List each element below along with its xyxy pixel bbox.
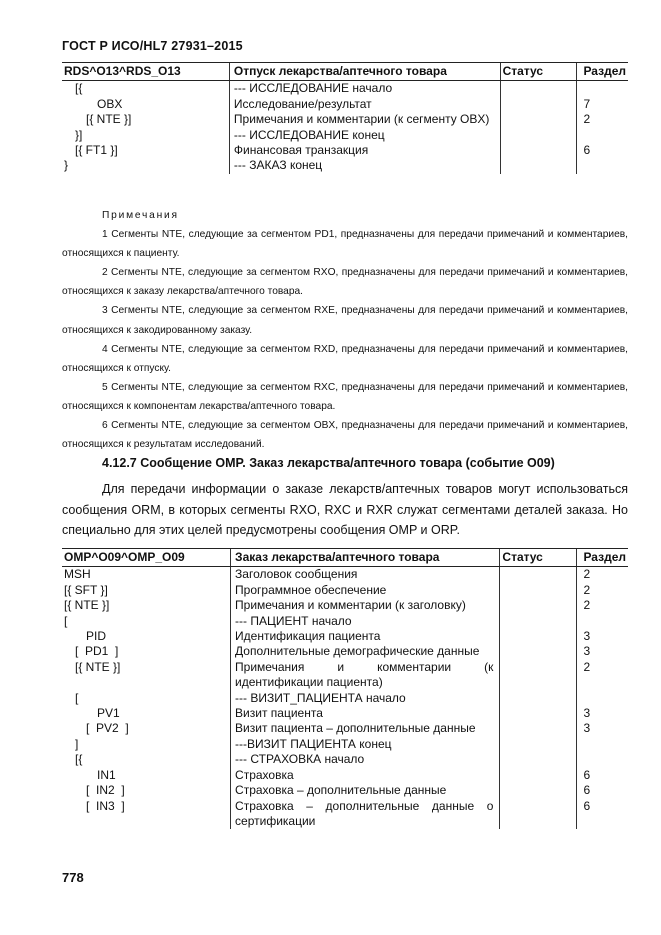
status-cell: [500, 644, 577, 659]
description-cell: Страховка – дополнительные данные о сертификации: [231, 799, 500, 830]
page-number: 778: [62, 870, 84, 885]
section-cell: 6: [577, 143, 628, 158]
section-cell: 3: [577, 721, 628, 736]
segment-cell: [ IN3 ]: [86, 798, 125, 813]
segment-cell: [ PV2 ]: [86, 721, 129, 736]
table-row: [62, 721, 628, 736]
status-cell: [500, 81, 577, 97]
note-item: 3 Сегменты NTE, следующие за сегментом RXE, предназначены для передачи примечаний и комментариев, относящихся к закодированному заказу.: [62, 305, 628, 336]
description-cell: Примечания и комментарии (к сегменту OBX): [229, 112, 500, 127]
col-header-status: Статус: [500, 549, 577, 567]
segment-cell: PV1: [97, 706, 120, 721]
section-cell: 6: [577, 799, 628, 830]
description-cell: Примечания и комментарии (к идентификации пациента): [231, 660, 500, 691]
table-row: [62, 799, 628, 830]
description-cell: Программное обеспечение: [231, 583, 500, 598]
status-cell: [500, 737, 577, 752]
section-cell: [577, 737, 628, 752]
section-cell: [577, 128, 628, 143]
status-cell: [500, 614, 577, 629]
description-cell: --- ПАЦИЕНТ начало: [231, 614, 500, 629]
col-header-message: RDS^O13^RDS_O13: [62, 63, 229, 81]
description-cell: Визит пациента: [231, 706, 500, 721]
status-cell: [500, 706, 577, 721]
section-cell: 2: [577, 567, 628, 583]
table-row: [62, 783, 628, 798]
status-cell: [500, 583, 577, 598]
status-cell: [500, 783, 577, 798]
table-row: [62, 583, 628, 598]
status-cell: [500, 768, 577, 783]
description-cell: --- ИССЛЕДОВАНИЕ конец: [229, 128, 500, 143]
note-item: 2 Сегменты NTE, следующие за сегментом RXO, предназначены для передачи примечаний и комментариев, относящихся к заказу лекарства/аптечного товара.: [62, 267, 628, 298]
note-item: 4 Сегменты NTE, следующие за сегментом RXD, предназначены для передачи примечаний и комментариев, относящихся к отпуску.: [62, 343, 628, 374]
table-row: [62, 143, 628, 158]
description-cell: --- ЗАКАЗ конец: [229, 158, 500, 173]
table-row: [62, 768, 628, 783]
section-heading: 4.12.7 Сообщение OMP. Заказ лекарства/аптечного товара (событие O09): [102, 456, 555, 470]
segment-cell: [ IN2 ]: [86, 783, 125, 798]
col-header-section: Раздел: [577, 63, 628, 81]
status-cell: [500, 128, 577, 143]
notes-block: [62, 206, 628, 454]
table-row: [62, 81, 628, 97]
description-cell: --- СТРАХОВКА начало: [231, 752, 500, 767]
table-row: [62, 112, 628, 127]
segment-cell: }]: [75, 127, 83, 142]
segment-cell: [: [75, 690, 79, 705]
note-item: 6 Сегменты NTE, следующие за сегментом OBX, предназначены для передачи примечаний и комментариев, относящихся к результатам исследований.: [62, 420, 628, 451]
description-cell: --- ИССЛЕДОВАНИЕ начало: [229, 81, 500, 97]
section-cell: [577, 81, 628, 97]
description-cell: Визит пациента – дополнительные данные: [231, 721, 500, 736]
section-cell: 7: [577, 97, 628, 112]
table-row: [62, 737, 628, 752]
col-header-message: OMP^O09^OMP_O09: [62, 549, 231, 567]
table-header-row: [62, 549, 628, 567]
status-cell: [500, 752, 577, 767]
table-row: [62, 598, 628, 613]
table-header-row: [62, 63, 628, 81]
description-cell: Финансовая транзакция: [229, 143, 500, 158]
table-row: [62, 660, 628, 691]
status-cell: [500, 158, 577, 173]
section-cell: 3: [577, 629, 628, 644]
status-cell: [500, 97, 577, 112]
table-row: [62, 128, 628, 143]
body-paragraph: Для передачи информации о заказе лекарств/аптечных товаров могут использоваться сообщения ORM, в которых сегменты RXO, RXC и RXR служат сегментами деталей заказа. Но специально для этих целей предусмотрены сообщения OMP и ORP.: [62, 482, 628, 537]
table-row: [62, 614, 628, 629]
section-cell: 2: [577, 112, 628, 127]
segment-cell: [{ NTE }]: [86, 112, 132, 127]
status-cell: [500, 567, 577, 583]
status-cell: [500, 721, 577, 736]
section-cell: [577, 691, 628, 706]
description-cell: --- ВИЗИТ_ПАЦИЕНТА начало: [231, 691, 500, 706]
segment-cell: [{ FT1 }]: [75, 143, 118, 158]
description-cell: ---ВИЗИТ ПАЦИЕНТА конец: [231, 737, 500, 752]
segment-cell: }: [64, 158, 69, 173]
segment-cell: IN1: [97, 767, 116, 782]
message-structure-table-omp: [62, 548, 628, 829]
message-structure-table-rds: [62, 62, 628, 174]
table-row: [62, 629, 628, 644]
description-cell: Страховка – дополнительные данные: [231, 783, 500, 798]
segment-cell: OBX: [97, 96, 123, 111]
segment-cell: [ PD1 ]: [75, 644, 119, 659]
segment-cell: ]: [75, 736, 79, 751]
status-cell: [500, 629, 577, 644]
section-cell: 3: [577, 706, 628, 721]
section-cell: 6: [577, 768, 628, 783]
col-header-description: Отпуск лекарства/аптечного товара: [229, 63, 500, 81]
segment-cell: MSH: [64, 567, 91, 582]
table-row: [62, 567, 628, 583]
segment-cell: [{ SFT }]: [64, 582, 108, 597]
notes-title: Примечания: [102, 210, 179, 221]
section-cell: [577, 158, 628, 173]
status-cell: [500, 660, 577, 691]
section-cell: 2: [577, 660, 628, 691]
table-row: [62, 752, 628, 767]
col-header-status: Статус: [500, 63, 577, 81]
section-cell: 2: [577, 583, 628, 598]
document-header: ГОСТ Р ИСО/HL7 27931–2015: [62, 39, 243, 53]
table-row: [62, 644, 628, 659]
table-row: [62, 158, 628, 173]
status-cell: [500, 691, 577, 706]
status-cell: [500, 112, 577, 127]
section-cell: 6: [577, 783, 628, 798]
section-cell: [577, 614, 628, 629]
segment-cell: [: [64, 613, 68, 628]
section-cell: 3: [577, 644, 628, 659]
section-cell: [577, 752, 628, 767]
status-cell: [500, 598, 577, 613]
segment-cell: [{ NTE }]: [64, 598, 110, 613]
segment-cell: [{: [75, 752, 83, 767]
description-cell: Страховка: [231, 768, 500, 783]
description-cell: Идентификация пациента: [231, 629, 500, 644]
note-item: 1 Сегменты NTE, следующие за сегментом PD1, предназначены для передачи примечаний и комментариев, относящихся к пациенту.: [62, 229, 628, 260]
note-item: 5 Сегменты NTE, следующие за сегментом RXC, предназначены для передачи примечаний и комментариев, относящихся к компонентам лекарства/аптечного товара.: [62, 381, 628, 412]
description-cell: Дополнительные демографические данные: [231, 644, 500, 659]
table-row: [62, 691, 628, 706]
description-cell: Заголовок сообщения: [231, 567, 500, 583]
table-row: [62, 706, 628, 721]
description-cell: Исследование/результат: [229, 97, 500, 112]
status-cell: [500, 143, 577, 158]
col-header-description: Заказ лекарства/аптечного товара: [231, 549, 500, 567]
segment-cell: [{ NTE }]: [75, 659, 121, 674]
description-cell: Примечания и комментарии (к заголовку): [231, 598, 500, 613]
status-cell: [500, 799, 577, 830]
segment-cell: PID: [86, 629, 107, 644]
segment-cell: [{: [75, 81, 83, 96]
col-header-section: Раздел: [577, 549, 628, 567]
section-cell: 2: [577, 598, 628, 613]
table-row: [62, 97, 628, 112]
